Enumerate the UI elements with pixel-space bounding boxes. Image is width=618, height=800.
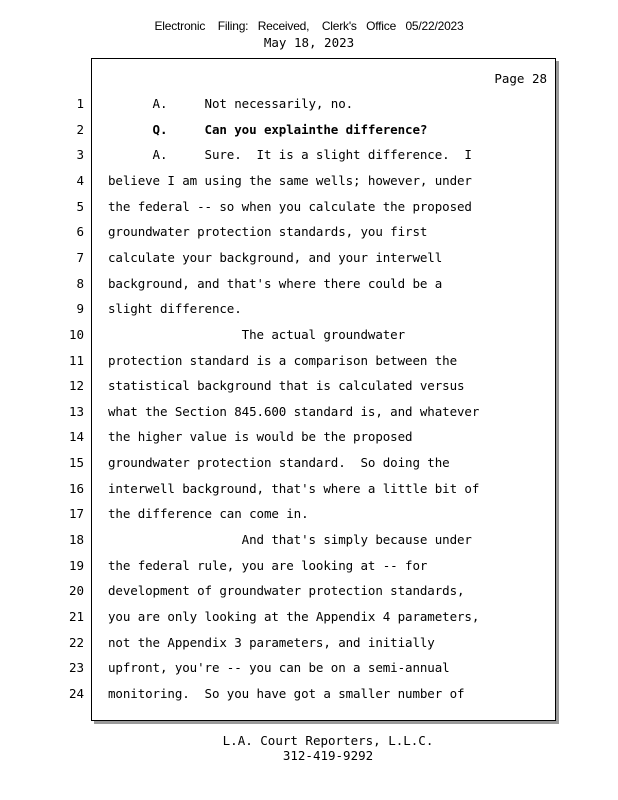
line-number: 24 — [68, 685, 84, 701]
line-text: background, and that's where there could be a — [108, 275, 443, 291]
line-text: A. Sure. It is a slight difference. I — [108, 147, 472, 163]
line-text: Q. Can you explainthe difference? — [108, 121, 428, 137]
line-text: groundwater protection standards, you first — [108, 224, 428, 240]
line-number: 17 — [68, 506, 84, 522]
line-number: 21 — [68, 609, 84, 624]
line-text: interwell background, that's where a little bit of — [108, 480, 480, 496]
line-number: 11 — [68, 352, 84, 368]
line-text: The actual groundwater — [108, 326, 406, 342]
line-number: 23 — [68, 660, 84, 676]
line-number: 10 — [68, 326, 84, 342]
filing-stamp: Electronic Filing: Received, Clerk's Office 05/22/2023 — [154, 19, 464, 33]
line-text: calculate your background, and your interwell — [108, 249, 443, 265]
line-number: 4 — [76, 172, 84, 188]
line-number: 22 — [68, 634, 84, 650]
line-text: you are only looking at the Appendix 4 parameters, — [108, 609, 480, 624]
line-number: 6 — [76, 224, 84, 240]
line-number: 14 — [68, 429, 84, 445]
line-number: 12 — [68, 378, 84, 394]
reporter-name: L.A. Court Reporters, L.L.C. — [222, 733, 434, 748]
line-text: monitoring. So you have got a smaller number of — [108, 685, 465, 701]
line-number: 15 — [68, 455, 84, 471]
line-number: 9 — [76, 301, 84, 317]
page-number: Page 28 — [494, 71, 547, 86]
line-number: 5 — [76, 198, 84, 214]
line-text: the federal -- so when you calculate the proposed — [108, 198, 472, 214]
line-text: And that's simply because under — [108, 532, 472, 547]
line-number: 8 — [76, 275, 84, 291]
line-number: 13 — [68, 403, 84, 419]
line-text: groundwater protection standard. So doing the — [108, 455, 450, 471]
reporter-phone: 312-419-9292 — [282, 748, 374, 763]
line-text: what the Section 845.600 standard is, and whatever — [108, 403, 480, 419]
line-text: the federal rule, you are looking at -- for — [108, 557, 428, 573]
line-number: 16 — [68, 480, 84, 496]
line-text: the difference can come in. — [108, 506, 309, 522]
line-text: protection standard is a comparison between the — [108, 352, 458, 368]
line-text: statistical background that is calculated versus — [108, 378, 465, 394]
line-text: the higher value is would be the proposed — [108, 429, 413, 445]
line-number: 20 — [68, 583, 84, 599]
line-number: 18 — [68, 532, 84, 547]
line-number: 3 — [76, 147, 84, 163]
line-number: 2 — [76, 121, 84, 137]
line-number: 1 — [76, 96, 84, 111]
line-text: upfront, you're -- you can be on a semi-annual — [108, 660, 450, 676]
line-text: development of groundwater protection standards, — [108, 583, 465, 599]
line-text: not the Appendix 3 parameters, and initially — [108, 634, 435, 650]
line-number: 7 — [76, 249, 84, 265]
line-text: slight difference. — [108, 301, 242, 317]
line-text: A. Not necessarily, no. — [108, 96, 354, 111]
transcript-date: May 18, 2023 — [263, 35, 355, 50]
line-number: 19 — [68, 557, 84, 573]
line-text: believe I am using the same wells; however, under — [108, 172, 472, 188]
